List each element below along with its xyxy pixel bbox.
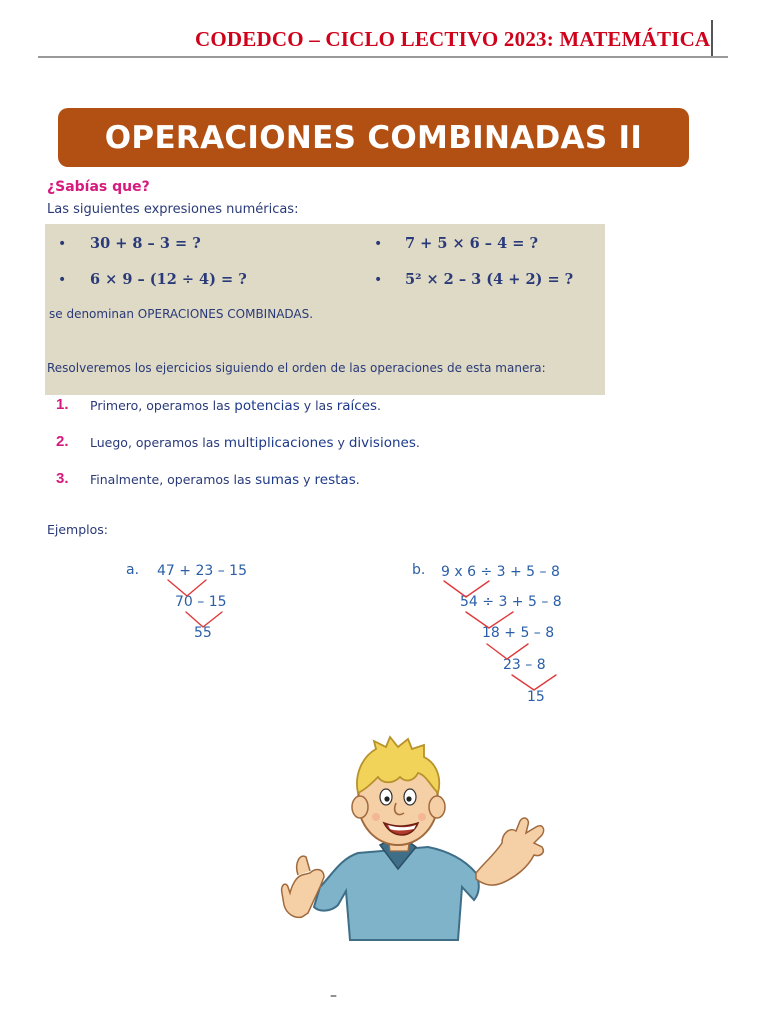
step-text: y bbox=[299, 472, 315, 487]
bullet-icon: • bbox=[58, 236, 67, 252]
example-b-label: b. bbox=[412, 562, 426, 578]
example-a-line-3: 55 bbox=[194, 625, 212, 641]
bracket-b2 bbox=[466, 612, 513, 628]
resolveremos-text: Resolveremos los ejercicios siguiendo el orden de las operaciones de esta manera: bbox=[47, 361, 546, 375]
bullet-icon: • bbox=[374, 272, 383, 288]
keyword: potencias bbox=[234, 398, 300, 414]
example-a-line-2: 70 – 15 bbox=[175, 594, 227, 610]
footer-mark: – bbox=[330, 988, 337, 1004]
example-b-line-4: 23 – 8 bbox=[503, 657, 546, 673]
document-header: CODEDCO – CICLO LECTIVO 2023: MATEMÁTICA bbox=[195, 27, 711, 51]
step-text: y bbox=[333, 435, 349, 450]
expression-2: 7 + 5 × 6 – 4 = ? bbox=[405, 235, 538, 252]
step-text: Luego, operamos las bbox=[90, 435, 224, 450]
example-a-line-1: 47 + 23 – 15 bbox=[157, 563, 247, 579]
keyword: restas bbox=[314, 472, 356, 488]
keyword: divisiones bbox=[348, 435, 416, 451]
bracket-a2 bbox=[186, 612, 222, 627]
example-b-line-1: 9 x 6 ÷ 3 + 5 – 8 bbox=[441, 564, 560, 580]
right-arm bbox=[476, 818, 544, 885]
cartoon-boy-illustration bbox=[280, 735, 548, 950]
bullet-icon: • bbox=[58, 272, 67, 288]
step-text: Primero, operamos las bbox=[90, 398, 235, 413]
expression-4: 5² × 2 – 3 (4 + 2) = ? bbox=[405, 271, 574, 288]
ejemplos-label: Ejemplos: bbox=[47, 522, 109, 537]
sabias-que-heading: ¿Sabías que? bbox=[47, 179, 150, 195]
example-b-line-3: 18 + 5 – 8 bbox=[482, 625, 555, 641]
step-number: 3. bbox=[56, 470, 69, 487]
banner-title: OPERACIONES COMBINADAS II bbox=[104, 119, 643, 156]
step-number: 1. bbox=[56, 396, 69, 413]
expression-3: 6 × 9 – (12 ÷ 4) = ? bbox=[90, 271, 247, 288]
keyword: sumas bbox=[255, 472, 300, 488]
step-text: Finalmente, operamos las bbox=[90, 472, 256, 487]
bracket-b3 bbox=[487, 644, 528, 659]
step-text: . bbox=[377, 398, 382, 413]
example-b-line-2: 54 ÷ 3 + 5 – 8 bbox=[460, 594, 562, 610]
expression-1: 30 + 8 – 3 = ? bbox=[90, 235, 201, 252]
step-text: . bbox=[355, 472, 360, 487]
step-text: y las bbox=[299, 398, 337, 413]
keyword: multiplicaciones bbox=[223, 435, 334, 451]
denominan-text: se denominan OPERACIONES COMBINADAS. bbox=[49, 307, 314, 321]
example-a-label: a. bbox=[126, 562, 140, 578]
bullet-icon: • bbox=[374, 236, 383, 252]
intro-text: Las siguientes expresiones numéricas: bbox=[47, 202, 299, 217]
example-b-line-5: 15 bbox=[527, 689, 545, 705]
bracket-b4 bbox=[512, 675, 556, 690]
keyword: raíces bbox=[336, 398, 378, 414]
bracket-b1 bbox=[444, 581, 489, 597]
step-number: 2. bbox=[56, 433, 69, 450]
bracket-a1 bbox=[168, 580, 206, 596]
step-text: . bbox=[415, 435, 420, 450]
